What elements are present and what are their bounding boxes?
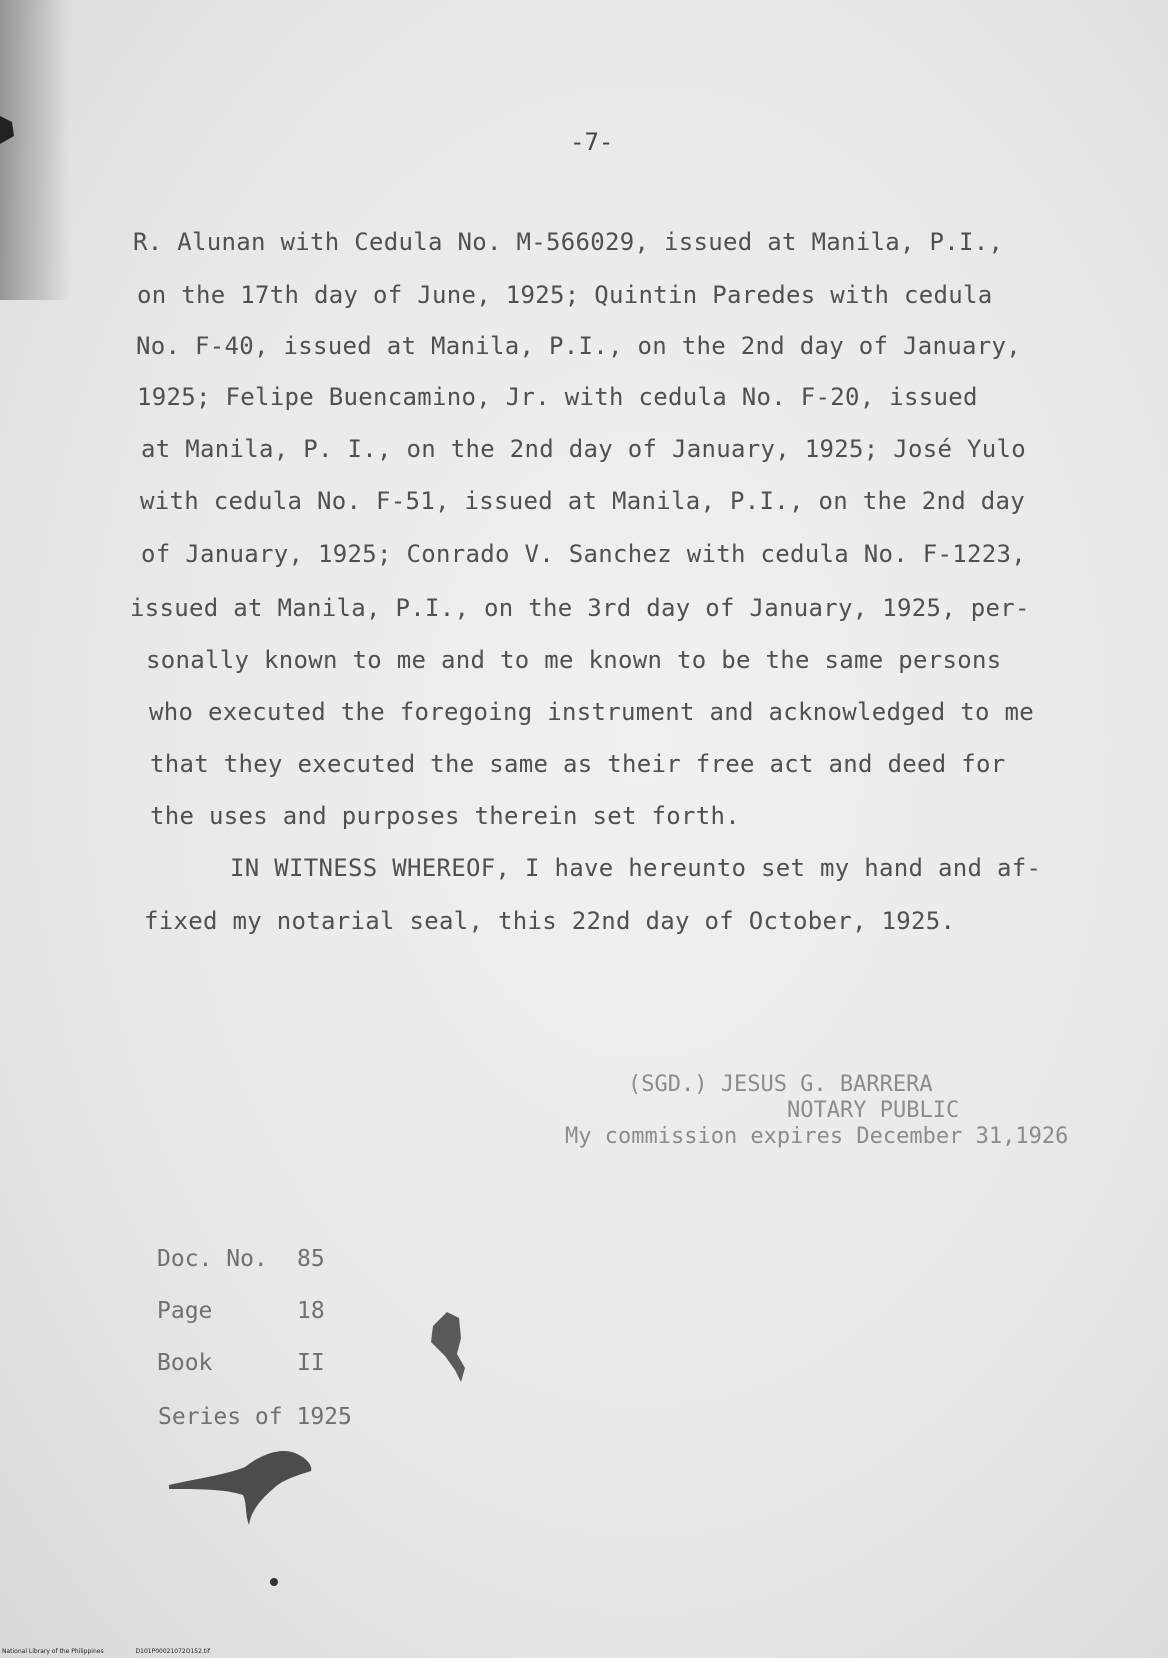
scan-edge-shadow — [0, 0, 70, 300]
body-line: No. F-40, issued at Manila, P.I., on the 2nd day of January, — [136, 332, 1021, 360]
ink-dot — [268, 1576, 280, 1588]
body-line: R. Alunan with Cedula No. M-566029, issued at Manila, P.I., — [133, 228, 1004, 256]
body-line: IN WITNESS WHEREOF, I have hereunto set my hand and af- — [230, 854, 1042, 882]
body-line: the uses and purposes therein set forth. — [150, 802, 740, 830]
body-line: of January, 1925; Conrado V. Sanchez with cedula No. F-1223, — [141, 540, 1026, 568]
scan-footer — [2, 1648, 240, 1655]
page-number: -7- — [570, 128, 614, 156]
doc-number-value: 85 — [297, 1246, 325, 1272]
doc-number-label: Doc. No. — [157, 1246, 268, 1272]
body-line: 1925; Felipe Buencamino, Jr. with cedula No. F-20, issued — [137, 383, 978, 411]
body-line: with cedula No. F-51, issued at Manila, P.I., on the 2nd day — [140, 487, 1025, 515]
commission-expiry: My commission expires December 31,1926 — [565, 1124, 1069, 1149]
page-value: 18 — [297, 1298, 325, 1324]
body-line: who executed the foregoing instrument and acknowledged to me — [149, 698, 1034, 726]
page-row — [157, 1298, 325, 1324]
ink-blot — [425, 1308, 475, 1388]
body-line: at Manila, P. I., on the 2nd day of January, 1925; José Yulo — [141, 435, 1026, 463]
body-line: fixed my notarial seal, this 22nd day of October, 1925. — [144, 907, 956, 935]
page-label: Page — [157, 1298, 213, 1324]
footer-library: National Library of the Philippines — [2, 1648, 104, 1655]
body-line: issued at Manila, P.I., on the 3rd day of January, 1925, per- — [130, 594, 1030, 622]
ink-smudge — [165, 1445, 325, 1535]
footer-file: D101P00021072O152.tif — [135, 1648, 210, 1655]
book-row — [157, 1350, 325, 1376]
body-line: that they executed the same as their free act and deed for — [150, 750, 1006, 778]
signature-title: NOTARY PUBLIC — [787, 1098, 960, 1123]
signature-name: (SGD.) JESUS G. BARRERA — [628, 1072, 933, 1097]
book-value: II — [297, 1350, 325, 1376]
book-label: Book — [157, 1350, 213, 1376]
series-line: Series of 1925 — [158, 1404, 352, 1430]
body-line: on the 17th day of June, 1925; Quintin Paredes with cedula — [137, 281, 993, 309]
body-line: sonally known to me and to me known to be the same persons — [146, 646, 1002, 674]
doc-number-row — [157, 1246, 325, 1272]
edge-mark — [0, 116, 18, 146]
